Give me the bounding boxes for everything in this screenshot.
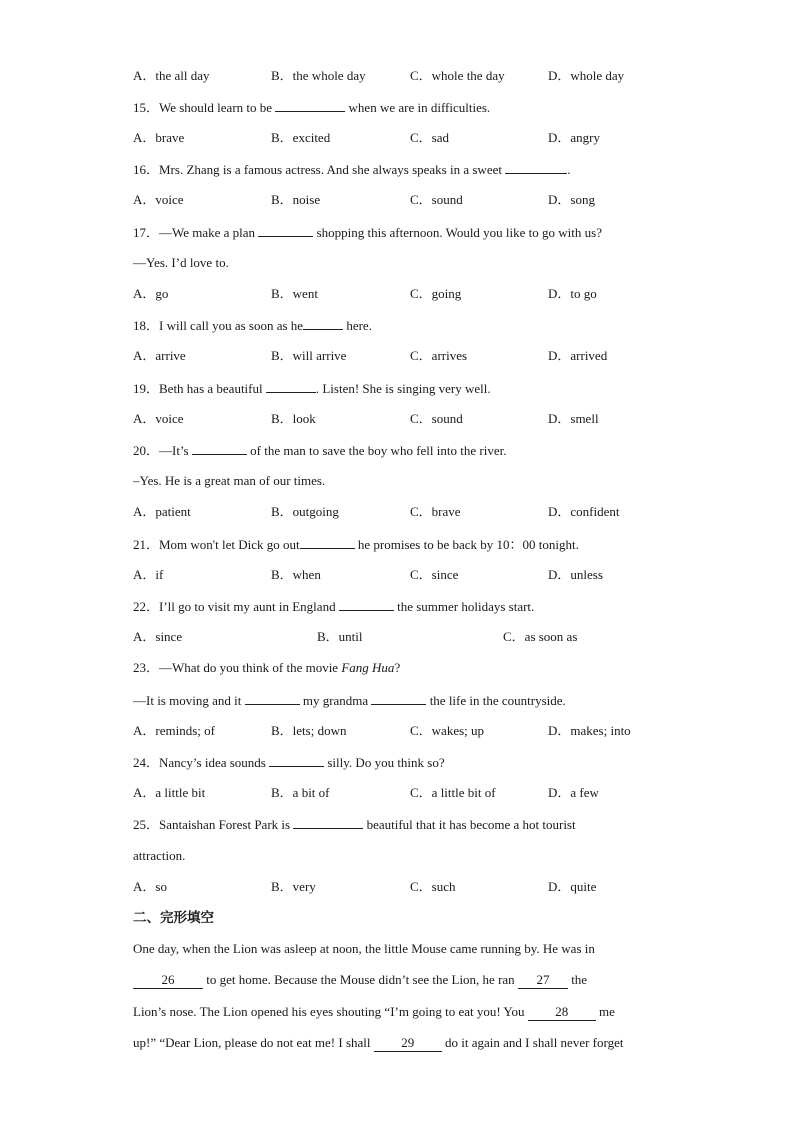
option-b: B．a bit of	[271, 785, 330, 800]
option-a: A．reminds; of	[133, 723, 215, 738]
option-b: B．until	[317, 629, 363, 644]
question-text: 20．—It’s	[133, 443, 192, 458]
answer-blank	[192, 442, 247, 455]
question-text: silly. Do you think so?	[324, 755, 445, 770]
option-d: D．angry	[548, 130, 600, 145]
option-b: B．went	[271, 286, 318, 301]
option-b: B．the whole day	[271, 68, 366, 83]
option-c: C．sad	[410, 130, 450, 145]
option-d: D．song	[548, 192, 595, 207]
question-15	[133, 99, 490, 116]
answer-blank	[275, 99, 345, 112]
option-a: A．brave	[133, 130, 185, 145]
option-d: D．quite	[548, 879, 597, 894]
option-a: A．since	[133, 629, 183, 644]
question-21	[133, 536, 579, 553]
option-c: C．as soon as	[503, 629, 578, 644]
question-text: . Listen! She is singing very well.	[315, 381, 491, 396]
question-text: 17．—We make a plan	[133, 225, 259, 240]
question-text: my grandma	[299, 693, 372, 708]
option-c: C．a little bit of	[410, 785, 496, 800]
answer-blank	[303, 317, 343, 330]
option-c: C．sound	[410, 192, 463, 207]
passage-text: up!” “Dear Lion, please do not eat me! I shall	[133, 1035, 374, 1050]
option-a: A．voice	[133, 411, 184, 426]
option-c: C．wakes; up	[410, 723, 485, 738]
passage-text: do it again and I shall never forget	[441, 1035, 624, 1050]
option-a: A．a little bit	[133, 785, 206, 800]
question-text: the life in the countryside.	[426, 693, 566, 708]
option-b: B．lets; down	[271, 723, 347, 738]
question-text: 25．Santaishan Forest Park is	[133, 817, 294, 832]
option-b: B．noise	[271, 192, 321, 207]
question-22	[133, 598, 534, 615]
question-text: —It is moving and it	[133, 693, 245, 708]
passage-line-2	[133, 972, 587, 989]
section-title: 二、完形填空	[133, 910, 214, 926]
question-25-cont: attraction.	[133, 848, 186, 863]
option-d: D．arrived	[548, 348, 608, 363]
question-17-reply: —Yes. I’d love to.	[133, 255, 229, 270]
answer-blank	[258, 224, 313, 237]
cloze-blank-29: 29	[374, 1035, 442, 1052]
option-c: C．whole the day	[410, 68, 505, 83]
option-d: D．whole day	[548, 68, 625, 83]
question-text: 16．Mrs. Zhang is a famous actress. And she always speaks in a sweet	[133, 162, 506, 177]
question-text: here.	[343, 318, 372, 333]
question-16	[133, 161, 570, 178]
option-a: A．arrive	[133, 348, 186, 363]
question-23-reply	[133, 692, 566, 709]
answer-blank	[269, 754, 324, 767]
cloze-blank-27: 27	[518, 972, 568, 989]
answer-blank	[371, 692, 426, 705]
question-19	[133, 380, 491, 397]
option-c: C．such	[410, 879, 456, 894]
question-text: the summer holidays start.	[393, 599, 535, 614]
answer-blank	[266, 380, 316, 393]
question-text: shopping this afternoon. Would you like to go with us?	[313, 225, 602, 240]
option-b: B．when	[271, 567, 321, 582]
question-text: he promises to be back by 10：00 tonight.	[354, 537, 579, 552]
option-b: B．will arrive	[271, 348, 347, 363]
passage-text: me	[595, 1004, 615, 1019]
answer-blank	[245, 692, 300, 705]
option-c: C．since	[410, 567, 459, 582]
question-text: 15．We should learn to be	[133, 100, 276, 115]
question-24	[133, 754, 445, 771]
passage-line-1: One day, when the Lion was asleep at noon, the little Mouse came running by. He was in	[133, 941, 595, 956]
passage-line-3	[133, 1004, 615, 1021]
option-d: D．unless	[548, 567, 603, 582]
option-a: A．the all day	[133, 68, 210, 83]
question-text: of the man to save the boy who fell into the river.	[246, 443, 507, 458]
option-c: C．arrives	[410, 348, 468, 363]
option-d: D．a few	[548, 785, 599, 800]
question-text: 23．—What do you think of the movie	[133, 660, 342, 675]
option-a: A．go	[133, 286, 169, 301]
option-a: A．if	[133, 567, 164, 582]
question-17	[133, 224, 602, 241]
cloze-blank-28: 28	[528, 1004, 596, 1021]
question-text: when we are in difficulties.	[345, 100, 491, 115]
question-25	[133, 816, 576, 833]
movie-title: Fang Hua	[341, 660, 395, 675]
answer-blank	[505, 161, 567, 174]
cloze-number: 26	[133, 972, 203, 989]
passage-text: the	[567, 972, 588, 987]
option-a: A．so	[133, 879, 167, 894]
option-c: C．sound	[410, 411, 463, 426]
option-d: D．makes; into	[548, 723, 631, 738]
passage-text: to get home. Because the Mouse didn’t see the Lion, he ran	[203, 972, 518, 987]
option-d: D．to go	[548, 286, 597, 301]
question-text: 18．I will call you as soon as he	[133, 318, 304, 333]
option-c: C．going	[410, 286, 462, 301]
question-20	[133, 442, 506, 459]
option-b: B．look	[271, 411, 316, 426]
question-text: 21．Mom won't let Dick go out	[133, 537, 300, 552]
passage-line-4	[133, 1035, 623, 1052]
option-b: B．excited	[271, 130, 331, 145]
option-d: D．confident	[548, 504, 620, 519]
question-text: beautiful that it has become a hot tourist	[363, 817, 576, 832]
question-text: 19．Beth has a beautiful	[133, 381, 266, 396]
option-a: A．voice	[133, 192, 184, 207]
option-b: B．outgoing	[271, 504, 339, 519]
answer-blank	[339, 598, 394, 611]
option-d: D．smell	[548, 411, 599, 426]
answer-blank	[293, 816, 363, 829]
question-text: 24．Nancy’s idea sounds	[133, 755, 270, 770]
question-23	[133, 660, 400, 676]
question-text: 22．I’ll go to visit my aunt in England	[133, 599, 339, 614]
option-b: B．very	[271, 879, 316, 894]
question-text: ?	[394, 660, 401, 675]
question-20-reply: –Yes. He is a great man of our times.	[133, 473, 326, 488]
passage-text: Lion’s nose. The Lion opened his eyes shouting “I’m going to eat you! You	[133, 1004, 528, 1019]
question-text: .	[567, 162, 571, 177]
option-a: A．patient	[133, 504, 191, 519]
cloze-blank-26	[133, 972, 203, 987]
option-c: C．brave	[410, 504, 461, 519]
question-18	[133, 317, 372, 334]
answer-blank	[300, 536, 355, 549]
